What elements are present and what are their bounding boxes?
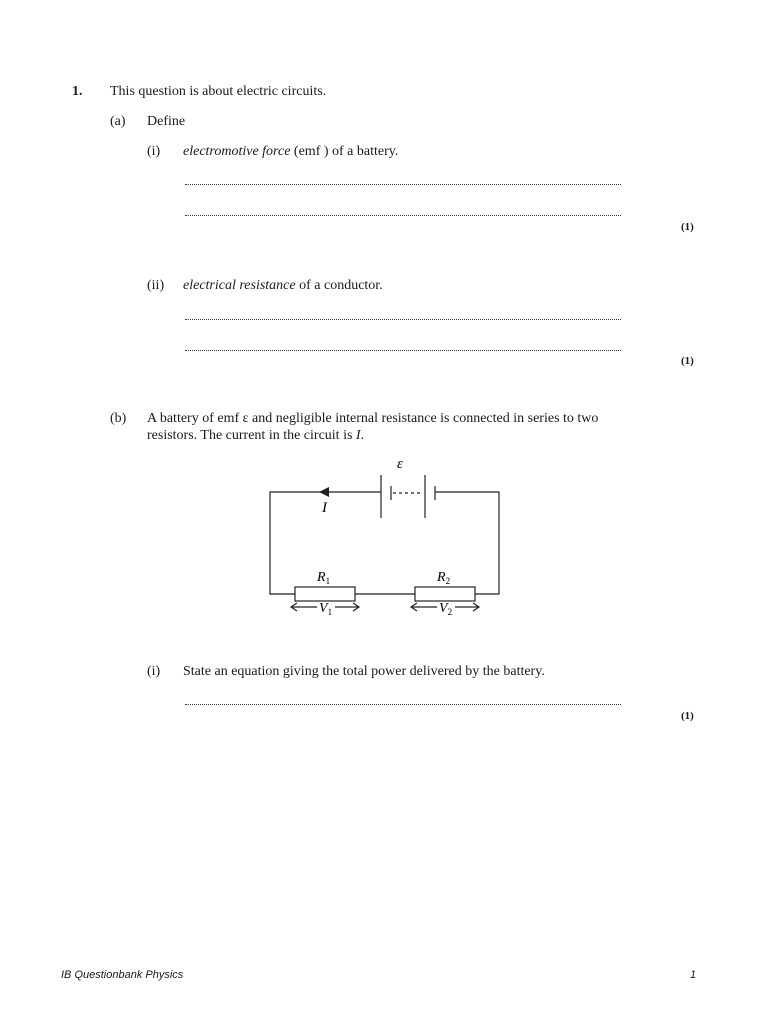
part-a-label: (a) (110, 114, 126, 129)
answer-line[interactable] (185, 215, 621, 216)
current-label: I (322, 500, 327, 516)
part-a-i-text (183, 144, 398, 160)
r2-label: $R_2$ (437, 570, 451, 586)
answer-line[interactable] (185, 704, 621, 705)
resistor-r1 (295, 587, 355, 601)
footer-source: IB Questionbank Physics (61, 969, 184, 981)
marks-b-i: (1) (681, 710, 694, 722)
part-a-instruction: Define (147, 114, 186, 129)
marks-a-i: (1) (681, 221, 694, 233)
part-a-i-label: (i) (147, 144, 161, 159)
v2-label: $V_2$ (439, 601, 453, 617)
current-arrowhead (319, 487, 329, 497)
part-a-ii-rest: of a conductor. (295, 278, 383, 293)
question-number: 1. (72, 84, 83, 99)
part-b-label: (b) (110, 411, 127, 426)
question-intro: This question is about electric circuits. (110, 84, 327, 99)
answer-line[interactable] (185, 350, 621, 351)
current-symbol: I (355, 428, 361, 443)
part-a-i-rest: (emf ) of a battery. (290, 144, 399, 159)
answer-line[interactable] (185, 184, 621, 185)
marks-a-ii: (1) (681, 355, 694, 367)
part-b-i-label: (i) (147, 664, 161, 679)
resistor-r2 (415, 587, 475, 601)
answer-line[interactable] (185, 319, 621, 320)
term-resistance: electrical resistance (183, 278, 296, 293)
v1-label: $V_1$ (319, 601, 333, 617)
term-emf: electromotive force (183, 144, 291, 159)
part-b-i-text: State an equation giving the total power delivered by the battery. (183, 664, 545, 679)
r1-label: $R_1$ (317, 570, 331, 586)
page-number: 1 (690, 969, 697, 981)
circuit-diagram (255, 450, 515, 625)
part-a-ii-label: (ii) (147, 278, 165, 293)
part-b-line2: resistors. The current in the circuit is I. (147, 428, 365, 443)
emf-label: ε (397, 456, 403, 472)
part-a-ii-text (183, 278, 383, 294)
part-b-line1: A battery of emf ε and negligible internal resistance is connected in series to two (147, 411, 599, 426)
